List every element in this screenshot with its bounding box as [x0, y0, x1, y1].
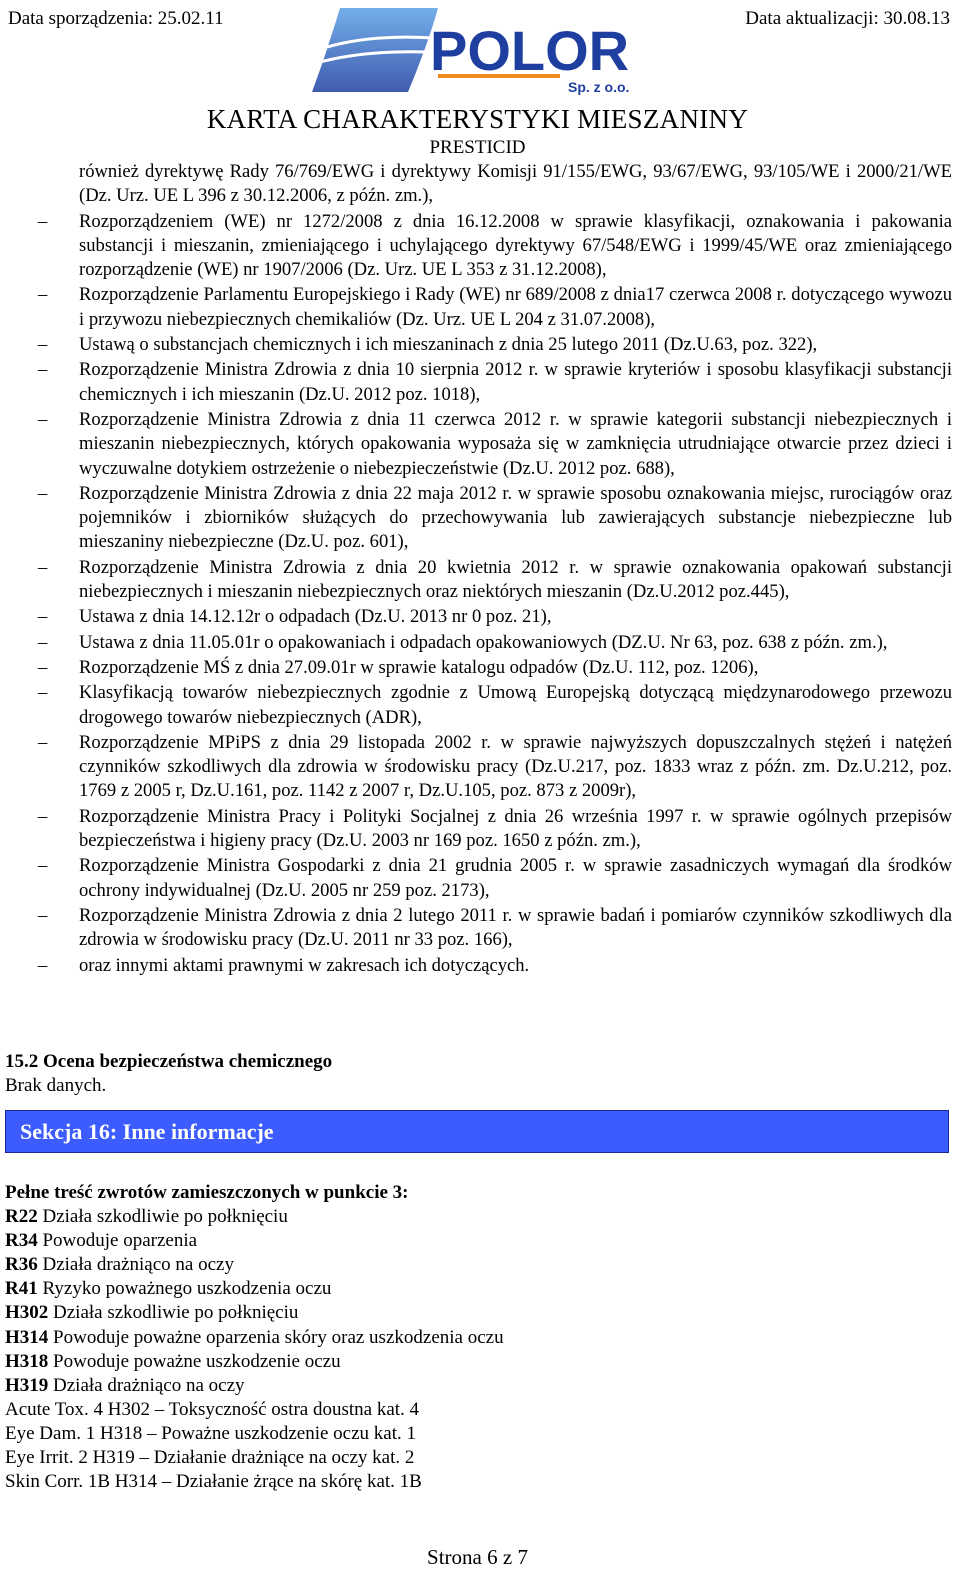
date-updated: Data aktualizacji: 30.08.13 [745, 8, 950, 29]
phrase-code: H319 [5, 1374, 49, 1396]
regulation-item [8, 954, 952, 978]
phrase-text: Działa szkodliwie po połknięciu [48, 1302, 299, 1324]
regulation-item [8, 805, 952, 854]
regulation-text: Rozporządzenie Ministra Zdrowia z dnia 20 kwietnia 2012 r. w sprawie oznakowania opakowań substancji niebezpiecznych i mieszanin niebezpiecznych oraz niektórych mieszanin (Dz.U.2012 poz.445), [79, 556, 952, 603]
regulation-text: Rozporządzenie Parlamentu Europejskiego i Rady (WE) nr 689/2008 z dnia17 czerwca 2008 r. dotyczącego wywozu i przywozu niebezpiecznych chemikaliów (Dz. Urz. UE L 204 z 31.07.2008), [79, 284, 952, 330]
regulation-item [8, 482, 952, 555]
phrase-text: Powoduje poważne uszkodzenie oczu [48, 1350, 341, 1372]
regulation-text: Rozporządzenie Ministra Zdrowia z dnia 11 czerwca 2012 r. w sprawie kategorii substancji niebezpiecznych i mieszanin niebezpiecznych, których opakowania wyposaża się w zamknięcia utrudniające otwarcie przez dzieci i wyczuwalne dotykiem ostrzeżenie o niebezpieczeństwie (Dz.U. 2012 poz. 688), [79, 408, 952, 479]
phrase-text: Powoduje oparzenia [37, 1230, 198, 1252]
document-subtitle: PRESTICID [429, 137, 526, 158]
phrase-code: H314 [5, 1326, 49, 1348]
regulation-item [8, 854, 952, 903]
regulation-item [8, 605, 952, 629]
section-15-2-text: Brak danych. [5, 1075, 107, 1096]
phrase-code: R34 [5, 1230, 38, 1252]
phrase-item [5, 1374, 504, 1398]
regulation-text: Rozporządzenie MŚ z dnia 27.09.01r w sprawie katalogu odpadów (Dz.U. 112, poz. 1206), [79, 656, 759, 678]
bullet-dash-icon: – [38, 656, 48, 678]
regulation-text: Rozporządzenie Ministra Zdrowia z dnia 22 maja 2012 r. w sprawie sposobu oznakowania miejsc, rurociągów oraz pojemników i zbiorników służących do przechowywania lub zawierających substancje niebezpieczne lub mieszaniny niebezpieczne (Dz.U. poz. 601), [79, 482, 952, 553]
document-title: KARTA CHARAKTERYSTYKI MIESZANINY [206, 104, 749, 134]
regulation-item [8, 358, 952, 407]
regulation-text: Rozporządzeniem (WE) nr 1272/2008 z dnia 16.12.2008 w sprawie klasyfikacji, oznakowania i pakowania substancji i mieszanin, zmieniającego i uchylającego dyrektywy 67/548/EWG i 1999/45/WE oraz zmieniającego rozporządzenie (WE) nr 1907/2006 (Dz. Urz. UE L 353 z 31.12.2008), [79, 210, 952, 281]
phrase-item [5, 1326, 504, 1350]
hazard-class-item: Eye Dam. 1 H318 – Poważne uszkodzenie oczu kat. 1 [5, 1422, 417, 1444]
section-16-title: Sekcja 16: Inne informacje [20, 1119, 274, 1144]
regulation-item [8, 731, 952, 804]
section-15-2 [5, 1050, 332, 1098]
date-created: Data sporządzenia: 25.02.11 [8, 8, 224, 29]
phrase-code: R41 [5, 1278, 38, 1300]
phrase-text: Powoduje poważne oparzenia skóry oraz uszkodzenia oczu [48, 1326, 504, 1348]
bullet-dash-icon: – [38, 805, 48, 827]
regulation-text: Ustawa z dnia 11.05.01r o opakowaniach i odpadach opakowaniowych (DZ.U. Nr 63, poz. 638 z późn. zm.), [79, 631, 888, 653]
phrases-lead: Pełne treść zwrotów zamieszczonych w punkcie 3: [5, 1182, 409, 1203]
hazard-class-item: Skin Corr. 1B H314 – Działanie żrące na skórę kat. 1B [5, 1471, 422, 1493]
phrase-text: Działa drażniąco na oczy [48, 1374, 245, 1396]
logo-subtext: Sp. z o.o. [568, 79, 630, 95]
phrase-item [5, 1301, 504, 1325]
bullet-dash-icon: – [38, 482, 48, 504]
regulation-item [8, 631, 952, 655]
regulation-item [8, 283, 952, 332]
bullet-dash-icon: – [38, 284, 48, 306]
hazard-class-item: Eye Irrit. 2 H319 – Działanie drażniące na oczy kat. 2 [5, 1447, 415, 1469]
phrase-code: R22 [5, 1206, 38, 1228]
regulation-item [8, 210, 952, 283]
phrase-text: Działa szkodliwie po połknięciu [37, 1206, 288, 1228]
phrase-item [5, 1229, 504, 1253]
bullet-dash-icon: – [38, 904, 48, 926]
regulation-text: Rozporządzenie Ministra Zdrowia z dnia 2 lutego 2011 r. w sprawie badań i pomiarów czynników szkodliwych dla zdrowia w środowisku pracy (Dz.U. 2011 nr 33 poz. 166), [79, 904, 952, 951]
phrase-code: H318 [5, 1350, 49, 1372]
bullet-dash-icon: – [38, 210, 48, 232]
regulation-item [8, 556, 952, 605]
phrase-item [5, 1205, 504, 1229]
section-16-content [5, 1181, 504, 1494]
regulation-item [8, 904, 952, 953]
phrase-code: R36 [5, 1254, 38, 1276]
hazard-class-item: Acute Tox. 4 H302 – Toksyczność ostra doustna kat. 4 [5, 1398, 420, 1420]
regulation-text: również dyrektywę Rady 76/769/EWG i dyrektywy Komisji 91/155/EWG, 93/67/EWG, 93/105/WE i 2000/21/WE (Dz. Urz. UE L 396 z 30.12.2006, z późn. zm.), [79, 161, 952, 207]
polor-logo [310, 4, 650, 96]
bullet-dash-icon: – [38, 606, 48, 628]
regulation-item [8, 333, 952, 357]
phrase-item [5, 1277, 504, 1301]
phrase-code: H302 [5, 1302, 49, 1324]
regulation-text: Rozporządzenie Ministra Gospodarki z dnia 21 grudnia 2005 r. w sprawie zasadniczych wymagań dla środków ochrony indywidualnej (Dz.U. 2005 nr 259 poz. 2173), [79, 855, 952, 901]
regulation-text: Rozporządzenie Ministra Pracy i Polityki Socjalnej z dnia 26 września 1997 r. w sprawie ogólnych przepisów bezpieczeństwa i higieny pracy (Dz.U. 2003 nr 169 poz. 1650 z późn. zm.), [79, 805, 952, 852]
regulation-item [8, 656, 952, 680]
regulation-text: Ustawą o substancjach chemicznych i ich mieszaninach z dnia 25 lutego 2011 (Dz.U.63, poz. 322), [79, 334, 818, 356]
phrase-item [5, 1253, 504, 1277]
page-number: Strona 6 z 7 [427, 1545, 528, 1569]
logo-text: POLOR [430, 19, 630, 82]
bullet-dash-icon: – [38, 334, 48, 356]
regulation-item [8, 160, 952, 209]
bullet-dash-icon: – [38, 682, 48, 704]
regulations-list [8, 160, 952, 979]
bullet-dash-icon: – [38, 556, 48, 578]
bullet-dash-icon: – [38, 954, 48, 976]
regulation-text: Rozporządzenie MPiPS z dnia 29 listopada 2002 r. w sprawie najwyższych dopuszczalnych stężeń i natężeń czynników szkodliwych dla zdrowia w środowisku pracy (Dz.U.217, poz. 1833 wraz z późn. zm. Dz.U.212, poz. 1769 z 2005 r, Dz.U.161, poz. 1142 z 2007 r, Dz.U.105, poz. 873 z 2009r), [79, 731, 952, 802]
bullet-dash-icon: – [38, 359, 48, 381]
section-16-header [5, 1110, 949, 1153]
regulation-text: Ustawa z dnia 14.12.12r o odpadach (Dz.U. 2013 nr 0 poz. 21), [79, 606, 552, 628]
regulation-text: Rozporządzenie Ministra Zdrowia z dnia 10 sierpnia 2012 r. w sprawie kryteriów i sposobu klasyfikacji substancji chemicznych i ich mieszanin (Dz.U. 2012 poz. 1018), [79, 359, 952, 405]
bullet-dash-icon: – [38, 631, 48, 653]
bullet-dash-icon: – [38, 731, 48, 753]
regulation-item [8, 408, 952, 481]
regulation-text: oraz innymi aktami prawnymi w zakresach ich dotyczących. [79, 954, 530, 976]
phrases-list [5, 1205, 504, 1398]
phrase-text: Ryzyko poważnego uszkodzenia oczu [37, 1278, 332, 1300]
bullet-dash-icon: – [38, 408, 48, 430]
section-15-2-heading: 15.2 Ocena bezpieczeństwa chemicznego [5, 1051, 333, 1072]
phrase-text: Działa drażniąco na oczy [37, 1254, 234, 1276]
regulation-text: Klasyfikacją towarów niebezpiecznych zgodnie z Umową Europejską dotyczącą międzynarodowego przewozu drogowego towarów niebezpiecznych (ADR), [79, 682, 952, 728]
regulation-item [8, 681, 952, 730]
phrase-item [5, 1350, 504, 1374]
classes-list [5, 1398, 504, 1494]
bullet-dash-icon: – [38, 855, 48, 877]
